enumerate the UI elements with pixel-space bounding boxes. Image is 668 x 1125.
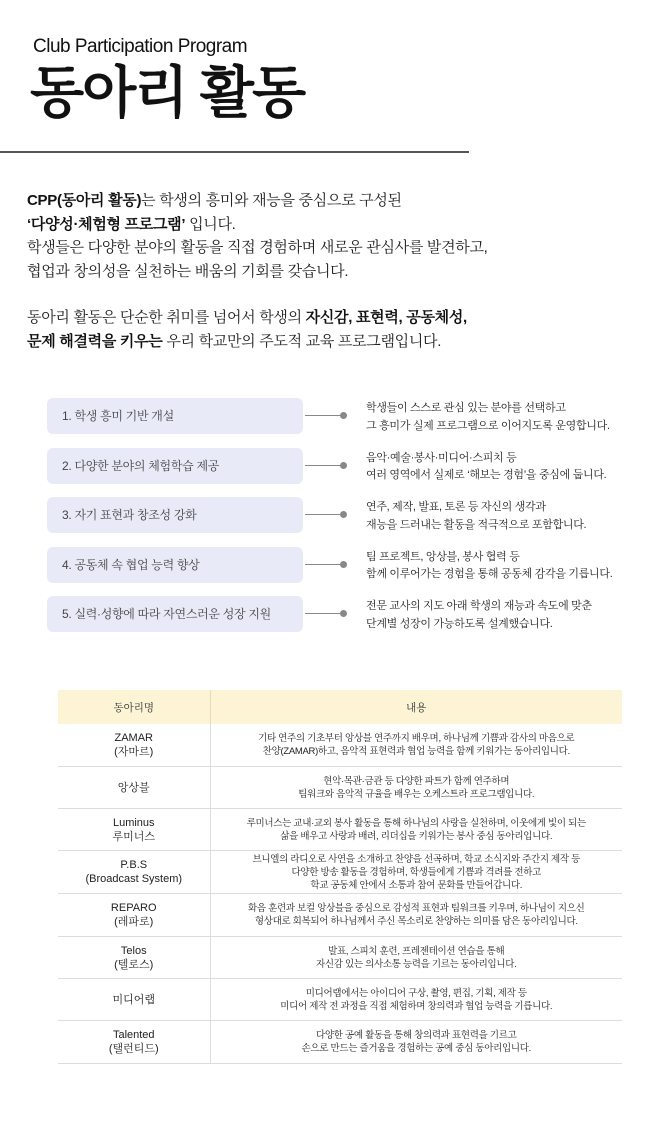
intro-text-span: 입니다. [185, 215, 236, 233]
club-desc-line: 학교 공동체 안에서 소통과 참여 문화를 만들어갑니다. [310, 879, 523, 891]
table-row [58, 1021, 622, 1064]
connector-dot [340, 511, 347, 518]
goal-desc-line: 재능을 드러내는 활동을 적극적으로 포함합니다. [366, 518, 587, 531]
page-title: 동아리 활동 [30, 61, 305, 124]
club-description [210, 851, 622, 894]
table-row [58, 937, 622, 979]
club-description [210, 937, 622, 979]
club-name-line: Luminus [112, 816, 155, 829]
goal-label: 5. 실력·성향에 따라 자연스러운 성장 지원 [47, 596, 303, 632]
connector-line [305, 514, 343, 515]
club-name [58, 894, 210, 937]
goal-item [47, 497, 647, 547]
club-name-line: ZAMAR [114, 732, 153, 744]
goal-desc-line: 전문 교사의 지도 아래 학생의 재능과 속도에 맞춘 [366, 600, 592, 612]
club-desc-line: 손으로 만드는 즐거움을 경험하는 공예 중심 동아리입니다. [301, 1043, 531, 1054]
intro-line-2 [27, 213, 647, 237]
intro-line-1 [27, 189, 647, 213]
table-row [58, 724, 622, 767]
table-row [58, 979, 622, 1021]
club-description [210, 894, 622, 937]
goal-desc-line: 여러 영역에서 실제로 ‘해보는 경험’을 중심에 둡니다. [366, 469, 607, 481]
intro-line-6 [27, 330, 647, 354]
club-desc-line: 미디어랩에서는 아이디어 구상, 촬영, 편집, 기획, 제작 등 [305, 987, 527, 999]
intro-line-4: 협업과 창의성을 실천하는 배움의 기회를 갖습니다. [27, 262, 349, 280]
goal-description [366, 598, 656, 633]
goal-item [47, 398, 647, 448]
club-name-line: 앙상블 [117, 781, 150, 794]
club-description [210, 979, 622, 1021]
table-row [58, 767, 622, 809]
intro-emphasis: 자신감, 표현력, 공동체성, [305, 309, 467, 326]
intro-text-span: 는 학생의 흥미와 재능을 중심으로 구성된 [141, 192, 402, 209]
intro-line-3: 학생들은 다양한 분야의 활동을 직접 경험하며 새로운 관심사를 발견하고, [27, 239, 488, 256]
goal-description [366, 450, 656, 485]
intro-text [27, 189, 647, 353]
club-name-line: (텔로스) [114, 958, 154, 971]
goal-desc-line: 팀 프로젝트, 앙상블, 봉사 협력 등 [366, 550, 520, 563]
club-name-line: 미디어랩 [112, 993, 155, 1006]
goal-description [366, 499, 656, 534]
club-description [210, 724, 622, 767]
goal-desc-line: 연주, 제작, 발표, 토론 등 자신의 생각과 [366, 501, 546, 513]
club-name-line: REPARO [110, 902, 157, 914]
club-name [58, 809, 210, 851]
intro-emphasis: 문제 해결력을 키우는 [27, 332, 163, 350]
title-divider [0, 151, 469, 153]
club-desc-line: 화음 훈련과 보컬 앙상블을 중심으로 감성적 표현과 팀워크를 키우며, 하나님이 지으신 [248, 903, 585, 914]
table-header-row [58, 690, 622, 724]
club-name-line: (탤런티드) [108, 1043, 159, 1055]
club-desc-line: 형상대로 회복되어 하나님께서 주신 목소리로 찬양하는 의미를 담은 동아리입니다. [254, 916, 578, 927]
goal-desc-line: 그 흥미가 실제 프로그램으로 이어지도록 운영합니다. [366, 419, 610, 432]
connector-line [305, 564, 343, 565]
program-subtitle: Club Participation Program [33, 36, 248, 57]
goal-description [366, 400, 656, 435]
goal-item [47, 596, 647, 646]
club-name [58, 937, 210, 979]
clubs-table [58, 690, 622, 1064]
goal-desc-line: 단계별 성장이 가능하도록 설계했습니다. [366, 617, 553, 630]
connector-dot [340, 561, 347, 568]
connector-dot [340, 412, 347, 419]
intro-text-span: 우리 학교만의 주도적 교육 프로그램입니다. [162, 332, 442, 350]
intro-emphasis: ‘다양성·체험형 프로그램’ [27, 215, 186, 233]
club-name [58, 767, 210, 809]
club-desc-line: 다양한 방송 활동을 경험하며, 학생들에게 기쁨과 격려를 전하고 [291, 866, 542, 878]
goals-list [47, 398, 647, 646]
club-desc-line: 브니엘의 라디오로 사연을 소개하고 찬양을 선곡하며, 학교 소식지와 주간지 제작 등 [252, 853, 581, 865]
club-desc-line: 현악·목관·금관 등 다양한 파트가 함께 연주하며 [323, 775, 510, 787]
column-header-name: 동아리명 [58, 690, 210, 724]
goal-label: 2. 다양한 분야의 체험학습 제공 [47, 448, 303, 484]
club-description [210, 809, 622, 851]
club-desc-line: 다양한 공예 활동을 통해 창의력과 표현력을 기르고 [316, 1030, 517, 1041]
intro-emphasis: CPP(동아리 활동) [27, 192, 142, 209]
goal-label: 1. 학생 흥미 기반 개설 [47, 398, 303, 434]
club-name [58, 724, 210, 767]
goal-desc-line: 함께 이루어가는 경험을 통해 공동체 감각을 기릅니다. [366, 568, 613, 580]
intro-text-span: 동아리 활동은 단순한 취미를 넘어서 학생의 [27, 309, 306, 326]
club-name-line: P.B.S [120, 859, 148, 871]
goal-description [366, 549, 656, 584]
club-description [210, 767, 622, 809]
goal-item [47, 547, 647, 597]
club-name-line: (자마르) [114, 746, 154, 758]
club-name-line: 루미너스 [112, 830, 155, 843]
goal-item [47, 448, 647, 498]
club-desc-line: 미디어 제작 전 과정을 직접 체험하며 창의력과 협업 능력을 기릅니다. [280, 1000, 553, 1012]
club-desc-line: 찬양(ZAMAR)하고, 음악적 표현력과 협업 능력을 함께 키워가는 동아리입니다. [262, 746, 570, 757]
club-name [58, 851, 210, 894]
connector-line [305, 415, 343, 416]
connector-dot [340, 610, 347, 617]
goal-desc-line: 음악·예술·봉사·미디어·스피치 등 [366, 451, 517, 464]
club-description [210, 1021, 622, 1064]
goal-desc-line: 학생들이 스스로 관심 있는 분야를 선택하고 [366, 402, 566, 414]
club-name [58, 1021, 210, 1064]
connector-line [305, 613, 343, 614]
club-name-line: (Broadcast System) [85, 873, 183, 885]
club-desc-line: 팀워크와 음악적 규율을 배우는 오케스트라 프로그램입니다. [298, 788, 535, 800]
goal-label: 4. 공동체 속 협업 능력 향상 [47, 547, 303, 583]
connector-line [305, 465, 343, 466]
club-desc-line: 발표, 스피치 훈련, 프레젠테이션 연습을 통해 [328, 945, 505, 957]
column-header-content: 내용 [210, 690, 622, 724]
goal-label: 3. 자기 표현과 창조성 강화 [47, 497, 303, 533]
club-name-line: Talented [112, 1029, 155, 1041]
intro-line-5 [27, 306, 647, 330]
club-name-line: (레파로) [114, 916, 154, 928]
club-name [58, 979, 210, 1021]
club-desc-line: 기타 연주의 기초부터 앙상블 연주까지 배우며, 하나님께 기쁨과 감사의 마음으로 [258, 733, 575, 744]
club-name-line: Telos [120, 944, 147, 957]
table-row [58, 809, 622, 851]
club-desc-line: 자신감 있는 의사소통 능력을 기르는 동아리입니다. [316, 958, 517, 970]
club-desc-line: 삶을 배우고 사랑과 배려, 리더십을 키워가는 봉사 중심 동아리입니다. [280, 830, 553, 842]
connector-dot [340, 462, 347, 469]
table-row [58, 894, 622, 937]
club-desc-line: 루미너스는 교내·교외 봉사 활동을 통해 하나님의 사랑을 실천하며, 이웃에게 빛이 되는 [246, 817, 586, 829]
table-row [58, 851, 622, 894]
